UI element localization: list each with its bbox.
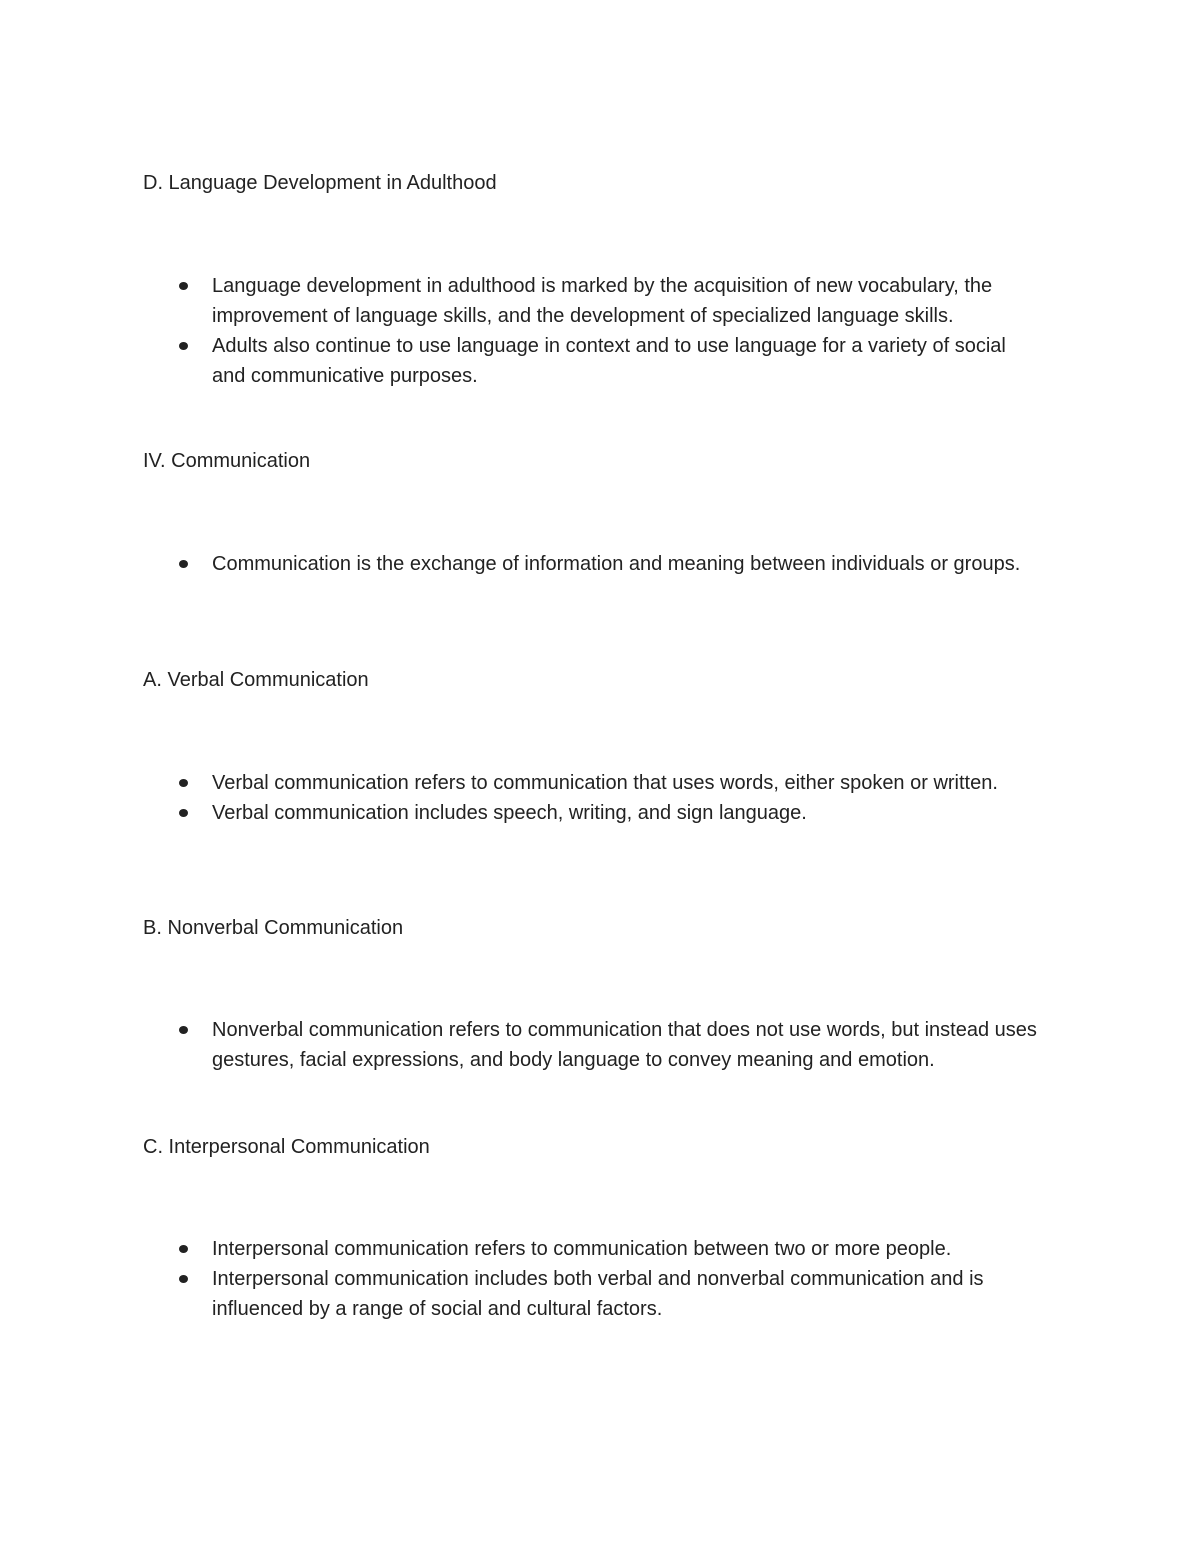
bullet-list bbox=[143, 1234, 1083, 1324]
section-verbal-communication bbox=[143, 665, 1083, 828]
bullet-icon bbox=[179, 1275, 188, 1283]
section-language-development-adulthood bbox=[143, 168, 1083, 391]
list-item bbox=[143, 768, 1002, 798]
list-item-text: Nonverbal communication refers to communication that does not use words, but instead uses gestures, facial expressions, and body language to convey meaning and emotion. bbox=[212, 1019, 1037, 1071]
bullet-icon bbox=[179, 282, 188, 290]
section-heading: B. Nonverbal Communication bbox=[143, 917, 404, 939]
bullet-icon bbox=[179, 809, 188, 817]
section-heading: A. Verbal Communication bbox=[143, 669, 369, 691]
list-item-text: Language development in adulthood is marked by the acquisition of new vocabulary, the improvement of language skills, and the development of specialized language skills. bbox=[212, 275, 993, 327]
list-item bbox=[143, 271, 1052, 331]
bullet-icon bbox=[179, 560, 188, 568]
bullet-list bbox=[143, 549, 1083, 579]
bullet-list bbox=[143, 271, 1083, 391]
list-item bbox=[143, 1234, 1072, 1264]
list-item bbox=[143, 331, 1012, 391]
list-item bbox=[143, 1264, 1072, 1324]
bullet-icon bbox=[179, 1026, 188, 1034]
list-item-text: Adults also continue to use language in context and to use language for a variety of social and communicative purposes. bbox=[212, 335, 1006, 387]
bullet-icon bbox=[179, 1245, 188, 1253]
list-item-text: Verbal communication includes speech, writing, and sign language. bbox=[212, 802, 807, 824]
list-item bbox=[143, 549, 1022, 579]
list-item-text: Interpersonal communication includes both verbal and nonverbal communication and is influenced by a range of social and cultural factors. bbox=[212, 1268, 984, 1320]
list-item-text: Communication is the exchange of information and meaning between individuals or groups. bbox=[212, 553, 1021, 575]
section-communication bbox=[143, 446, 1083, 579]
list-item-text: Verbal communication refers to communication that uses words, either spoken or written. bbox=[212, 772, 998, 794]
bullet-icon bbox=[179, 342, 188, 350]
bullet-list bbox=[143, 768, 1083, 828]
section-heading: D. Language Development in Adulthood bbox=[143, 172, 497, 194]
list-item bbox=[143, 798, 1052, 828]
section-interpersonal-communication bbox=[143, 1132, 1083, 1324]
list-item-text: Interpersonal communication refers to communication between two or more people. bbox=[212, 1238, 952, 1260]
bullet-icon bbox=[179, 779, 188, 787]
section-heading: IV. Communication bbox=[143, 450, 311, 472]
section-nonverbal-communication bbox=[143, 913, 1083, 1075]
section-heading: C. Interpersonal Communication bbox=[143, 1136, 430, 1158]
bullet-list bbox=[143, 1015, 1083, 1075]
list-item bbox=[143, 1015, 1072, 1075]
